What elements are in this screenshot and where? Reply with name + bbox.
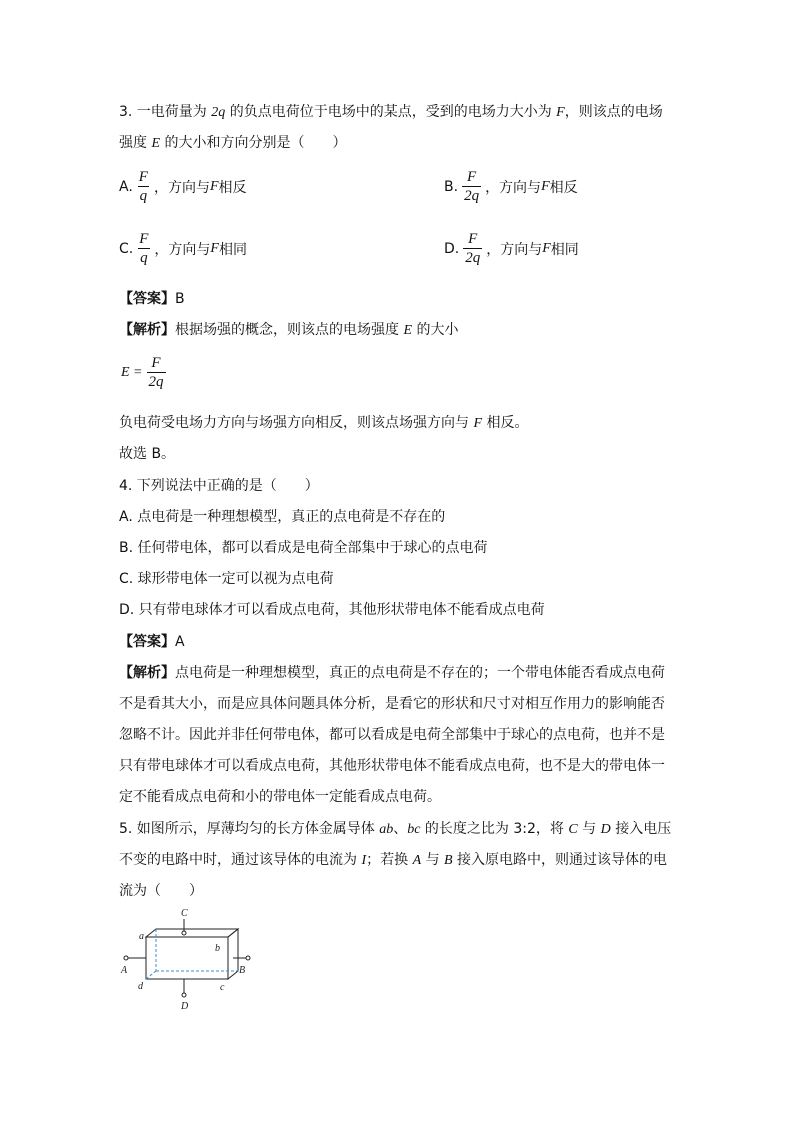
q4-option-d: D. 只有带电球体才可以看成点电荷，其他形状带电体不能看成点电荷 [119, 602, 545, 618]
q3-stem-line1: 3. 一电荷量为 2q 的负点电荷位于电场中的某点，受到的电场力大小为 F，则该点的电场 [119, 104, 663, 120]
fraction: $\frac{F}{2q}$ [148, 355, 164, 390]
label-d-upper: D [181, 1001, 189, 1012]
q3-conclusion: 故选 B。 [119, 446, 176, 462]
q4-option-b: B. 任何带电体，都可以看成是电荷全部集中于球心的点电荷 [119, 540, 488, 556]
q4-option-a: A. 点电荷是一种理想模型，真正的点电荷是不存在的 [119, 509, 446, 525]
q4-analysis-line4: 只有带电球体才可以看成点电荷，其他形状带电体不能看成点电荷，也不是大的带电体一 [119, 758, 665, 774]
q4-option-c: C. 球形带电体一定可以视为点电荷 [119, 571, 334, 587]
hidden-edge [146, 971, 156, 979]
q3-explanation: 负电荷受电场力方向与场强方向相反，则该点场强方向与 F 相反。 [119, 415, 529, 431]
label-c-upper: C [181, 908, 188, 919]
label-c-lower: c [220, 982, 225, 993]
fraction: $\frac{F}{2q}$ [465, 231, 481, 266]
label-a-upper: A [121, 965, 128, 976]
fraction: $\frac{F}{q}$ [138, 169, 148, 204]
terminal-b [246, 956, 250, 960]
label-b-lower: b [215, 943, 220, 954]
q3-option-b: B. $\frac{F}{2q}$ ，方向与 F 相反 [444, 169, 578, 204]
label-a-lower: a [139, 931, 144, 942]
q3-stem-line2: 强度 E 的大小和方向分别是（ ） [119, 135, 347, 151]
terminal-d [182, 993, 186, 997]
q5-stem-line3: 流为（ ） [119, 883, 203, 899]
terminal-a [124, 956, 128, 960]
q5-stem-line2: 不变的电路中时，通过该导体的电流为 I；若换 A 与 B 接入原电路中，则通过该导体的电 [119, 852, 668, 868]
q4-analysis-line3: 忽略不计。因此并非任何带电体，都可以看成是电荷全部集中于球心的点电荷，也并不是 [119, 727, 665, 743]
q3-option-d: D. $\frac{F}{2q}$ ，方向与 F 相同 [444, 231, 579, 266]
q4-analysis-line5: 定不能看成点电荷和小的带电体一定能看成点电荷。 [119, 789, 441, 805]
q4-stem: 4. 下列说法中正确的是（ ） [119, 478, 319, 494]
q3-analysis: 【解析】根据场强的概念，则该点的电场强度 E 的大小 [119, 322, 459, 338]
q3-option-a: A. $\frac{F}{q}$ ，方向与 F 相反 [119, 169, 247, 204]
q3-option-c: C. $\frac{F}{q}$ ，方向与 F 相同 [119, 231, 247, 266]
terminal-c [182, 931, 186, 935]
top-face [146, 929, 238, 937]
conductor-figure [118, 905, 258, 1013]
fraction: $\frac{F}{2q}$ [464, 169, 480, 204]
label-b-upper: B [239, 965, 246, 976]
fraction: $\frac{F}{q}$ [139, 231, 149, 266]
q5-stem-line1: 5. 如图所示，厚薄均匀的长方体金属导体 ab、bc 的长度之比为 3:2，将 C 与 D 接入电压 [119, 821, 672, 837]
q3-formula: E = $\frac{F}{2q}$ [121, 355, 164, 390]
q4-answer: 【答案】A [119, 634, 185, 650]
q3-answer: 【答案】B [119, 291, 185, 307]
q4-analysis-line2: 不是看其大小，而是应具体问题具体分析，是看它的形状和尺寸对相互作用力的影响能否 [119, 696, 665, 712]
q4-analysis-line1: 【解析】点电荷是一种理想模型，真正的点电荷是不存在的；一个带电体能否看成点电荷 [119, 665, 665, 681]
label-d-lower: d [138, 981, 143, 992]
